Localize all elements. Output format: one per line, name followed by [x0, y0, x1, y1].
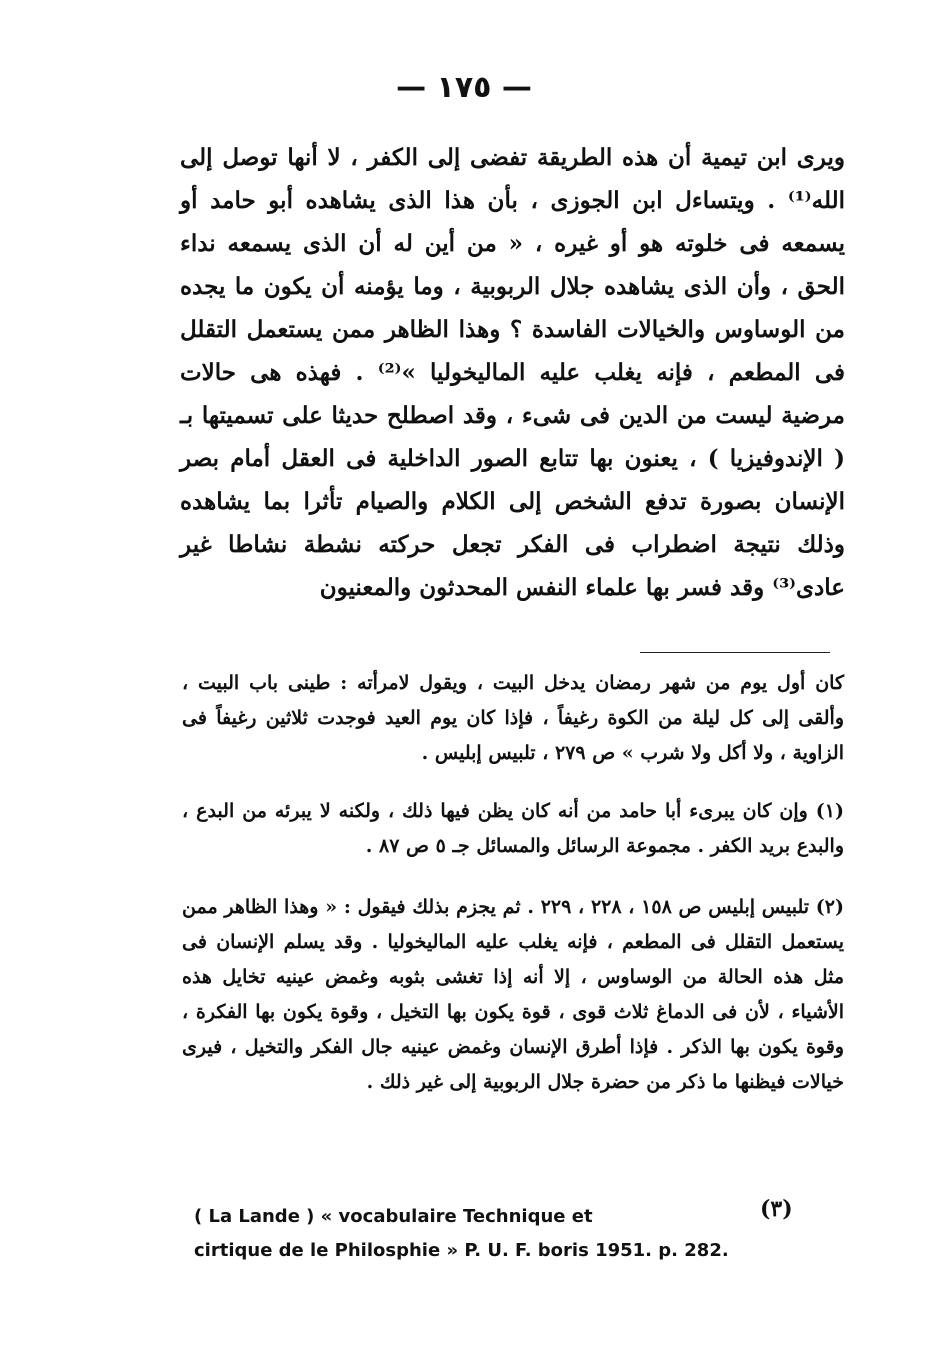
footnote-3 [194, 1200, 814, 1268]
footnote-text: كان أول يوم من شهر رمضان يدخل البيت ، ويقول لامرأته : طينى باب البيت ، وألقى إلى كل ليلة من الكوة رغيفاً ، فإذا كان يوم العيد فوجدت ثلاثين رغيفاً فى الزاوية ، ولا أكل ولا شرب » ص ٢٧٩ ، تلبيس إبليس . [182, 672, 844, 764]
footnote-text: (١) وإن كان يبرىء أبا حامد من أنه كان يظن فيها ذلك ، ولكنه لا يبرئه من البدع ، والبدع بريد الكفر . مجموعة الرسائل والمسائل جـ ٥ ص ٨٧ . [182, 800, 844, 857]
footnote-3-line-1: ( La Lande ) « vocabulaire Technique et [194, 1206, 593, 1227]
main-paragraph [180, 136, 845, 609]
footnote-separator [640, 652, 830, 653]
footnote-2 [182, 890, 844, 1100]
footnote-text: (٢) تلبيس إبليس ص ١٥٨ ، ٢٢٨ ، ٢٢٩ . ثم يجزم بذلك فيقول : « وهذا الظاهر ممن يستعمل التقلل فى المطعم ، فإنه يغلب عليه الماليخوليا . وقد يسلم الإنسان فى مثل هذه الحالة من الوساوس ، إلا أنه إذا تغشى بثوبه وغمض عينيه تخايل هذه الأشياء ، لأن فى الدماغ ثلاث قوى ، قوة يكون بها التخيل ، وقوة يكون بها الفكرة ، وقوة يكون بها الذكر . فإذا أطرق الإنسان وغمض عينيه جال الفكر والتخيل ، فيرى خيالات فيظنها ما ذكر من حضرة جلال الربوبية إلى غير ذلك . [182, 896, 844, 1093]
page-number: — ١٧٥ — [396, 70, 532, 105]
footnote-continued [182, 666, 844, 771]
footnote-3-line-2: cirtique de le Philosphie » P. U. F. boris 1951. p. 282. [194, 1240, 729, 1261]
body-text: ويرى ابن تيمية أن هذه الطريقة تفضى إلى الكفر ، لا أنها توصل إلى الله⁽¹⁾ . ويتساءل ابن الجوزى ، بأن هذا الذى يشاهده أبو حامد أو يسمعه فى خلوته هو أو غيره ، « من أين له أن الذى يسمعه نداء الحق ، وأن الذى يشاهده جلال الربوبية ، وما يؤمنه أن يكون ما يجده من الوساوس والخيالات الفاسدة ؟ وهذا الظاهر ممن يستعمل التقلل فى المطعم ، فإنه يغلب عليه الماليخوليا »⁽²⁾ . فهذه هى حالات مرضية ليست من الدين فى شىء ، وقد اصطلح حديثا على تسميتها بـ ( الإندوفيزيا ) ، يعنون بها تتابع الصور الداخلية فى العقل أمام بصر الإنسان بصورة تدفع الشخص إلى الكلام والصيام تأثرا بما يشاهده وذلك نتيجة اضطراب فى الفكر تجعل حركته نشطة نشاطا غير عادى⁽³⁾ وقد فسر بها علماء النفس المحدثون والمعنيون [180, 144, 845, 601]
footnote-1 [182, 794, 844, 864]
footnote-3-number: (٣) [760, 1196, 793, 1222]
